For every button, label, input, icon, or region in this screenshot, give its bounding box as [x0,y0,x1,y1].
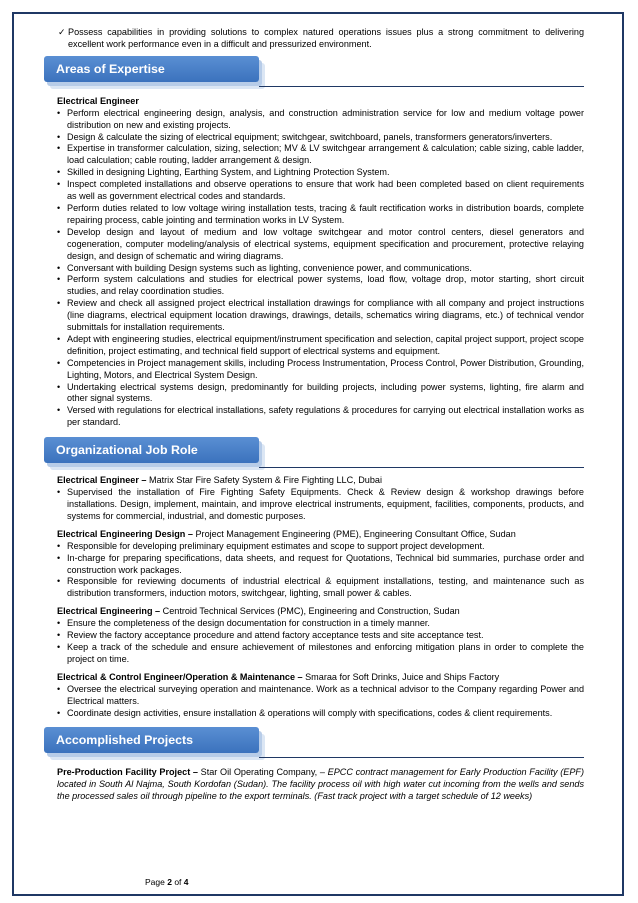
bullet-icon: • [57,641,61,652]
job-role: Electrical & Control Engineer/Operation & Maintenance – [57,671,303,682]
list-item-text: Review the factory acceptance procedure and attend factory acceptance tests and site acceptance test. [67,630,484,641]
job-employer: Centroid Technical Services (PMC), Engineering and Construction, Sudan [160,606,460,617]
expertise-subhead: Electrical Engineer [57,95,139,106]
section-title: Accomplished Projects [44,727,259,753]
list-item [57,108,584,132]
bullet-icon: • [57,630,61,641]
list-item [57,167,584,179]
list-item-text: Perform duties related to low voltage wiring installation tests, tracing & fault rectification works in distribution boards, complete repairing process, cable jointing and termination works in LV System. [67,202,584,225]
bullet-icon: • [57,707,61,718]
list-item [57,576,584,600]
section-rule [259,757,584,758]
list-item-text: Inspect completed installations and observe operations to ensure that work had been completed based on client requirements as well as government electrical codes and standards. [67,179,584,202]
list-item-text: Responsible for developing preliminary equipment estimates and scope to support project development. [67,540,485,551]
bullet-icon: • [57,262,61,273]
list-item [57,298,584,334]
list-item [57,179,584,203]
job-list [57,475,584,719]
page-current: 2 [167,877,172,887]
expertise-list [57,108,584,429]
bullet-icon: • [57,487,61,498]
top-check-text: Possess capabilities in providing solutions to complex natured operations issues plus a strong commitment to delivering excellent work performance even in a difficult and pressurized environment. [68,27,584,49]
list-item [57,487,584,523]
section-rule [259,467,584,468]
job-title [57,672,584,684]
project-description: EPCC contract management for Early Production Facility (EPF) located in South Al Najma, South Kordofan (Sudan). The facility process oil with high water cut incoming from the wells and sends the processed sales oil through pipeline to the export terminals. (Fast track project with a target schedule of 12 weeks) [57,767,584,802]
job-role: Electrical Engineering – [57,606,161,617]
job-employer: Project Management Engineering (PME), Engineering Consultant Office, Sudan [192,528,516,539]
section-header-expertise [44,56,584,88]
list-item [57,274,584,298]
job-title [57,475,584,487]
list-item-text: Skilled in designing Lighting, Earthing System, and Lightning Protection System. [67,167,390,178]
bullet-icon: • [57,381,61,392]
bullet-icon: • [57,540,61,551]
bullet-icon: • [57,552,61,563]
bullet-icon: • [57,131,61,142]
page-middle: of [171,877,184,887]
list-item [57,334,584,358]
list-item [57,684,584,708]
bullet-icon: • [57,179,61,190]
list-item-text: Undertaking electrical systems design, predominantly for building projects, including power systems, lighting, fire alarm and other signal systems. [67,381,584,404]
bullet-icon: • [57,333,61,344]
bullet-icon: • [57,618,61,629]
job-duties [57,541,584,601]
bullet-icon: • [57,357,61,368]
section-header-projects [44,727,584,759]
job-title [57,606,584,618]
bullet-icon: • [57,202,61,213]
job-employer: Matrix Star Fire Safety System & Fire Fighting LLC, Dubai [146,475,382,486]
list-item-text: Oversee the electrical surveying operation and maintenance. Work as a technical advisor to the Company regarding Power and Electrical matters. [67,683,584,706]
list-item-text: Supervised the installation of Fire Fighting Safety Equipments. Check & Review design & workshop drawings before installations. Design, implement, maintain, and improve electrical instruments, equipment, facilities, components, products, and systems for commercial, industrial, and domestic purposes. [67,487,584,521]
list-item-text: Versed with regulations for electrical installations, safety regulations & procedures for carrying out electrical installation works as per standard. [67,405,584,428]
list-item-text: Adept with engineering studies, electrical equipment/instrument specification and selection, capital project support, project scope definition, project estimating, and technical field support of electrical systems and equipment. [67,333,584,356]
job-employer: Smaraa for Soft Drinks, Juice and Ships Factory [302,671,500,682]
project-entry [57,767,584,803]
job-duties [57,618,584,666]
list-item-text: In-charge for preparing specifications, data sheets, and request for Quotations, Technical bid summaries, purchase order and construction work packages. [67,552,584,575]
bullet-icon: • [57,405,61,416]
job-entry [57,606,584,666]
bullet-icon: • [57,167,61,178]
job-entry [57,475,584,523]
checkmark-icon: ✓ [58,27,66,37]
bullet-icon: • [57,274,61,285]
list-item-text: Perform electrical engineering design, analysis, and construction administration service for low and medium voltage power distribution on new and existing projects. [67,107,584,130]
job-entry [57,672,584,720]
bullet-icon: • [57,143,61,154]
list-item [57,553,584,577]
list-item [57,405,584,429]
job-role: Electrical Engineer – [57,475,147,486]
project-company: Star Oil Operating Company, – [197,767,328,778]
bullet-icon: • [57,226,61,237]
job-entry [57,529,584,600]
page-prefix: Page [145,877,168,887]
list-item [57,382,584,406]
list-item [57,203,584,227]
section-title: Areas of Expertise [44,56,259,82]
list-item-text: Design & calculate the sizing of electrical equipment; switchgear, switchboard, panels, transformers generators/inverters. [67,131,553,142]
job-duties [57,684,584,720]
list-item [57,143,584,167]
list-item [57,358,584,382]
list-item [57,132,584,144]
bullet-icon: • [57,107,61,118]
bullet-icon: • [57,298,61,309]
job-title [57,529,584,541]
job-role: Electrical Engineering Design – [57,528,193,539]
list-item-text: Expertise in transformer calculation, sizing, selection; MV & LV switchgear arrangement & calculation; cable sizing, cable ladder, load calculation; cable routing, ladder arrangement & design. [67,143,584,166]
project-name: Pre-Production Facility Project – [57,767,198,778]
bullet-icon: • [57,576,61,587]
top-check-item [57,27,584,51]
page-total: 4 [183,877,189,887]
list-item-text: Competencies in Project management skills, including Process Instrumentation, Process Control, Power Distribution, Grounding, Lighting, Motors, and Electrical System Design. [67,357,584,380]
list-item [57,541,584,553]
list-item-text: Develop design and layout of medium and low voltage switchgear and motor control centers, diesel generators and cogeneration, computer modeling/analysis of electrical systems, equipment specification and procurement, protective relaying design, and design of schematic and wiring diagrams. [67,226,584,261]
section-title: Organizational Job Role [44,437,259,463]
job-duties [57,487,584,523]
resume-page [57,27,584,803]
bullet-icon: • [57,683,61,694]
list-item [57,642,584,666]
section-header-jobrole [44,437,584,469]
list-item [57,227,584,263]
list-item-text: Ensure the completeness of the design documentation for construction in a timely manner. [67,618,430,629]
list-item-text: Coordinate design activities, ensure installation & operations will comply with specifications, codes & client requirements. [67,707,553,718]
list-item-text: Perform system calculations and studies for electrical power systems, load flow, voltage drop, motor starting, short circuit studies, and relay coordination studies. [67,274,584,297]
list-item [57,630,584,642]
list-item [57,263,584,275]
list-item [57,618,584,630]
page-number [145,877,189,887]
section-rule [259,86,584,87]
list-item-text: Responsible for reviewing documents of industrial electrical & equipment installations, testing, and maintenance such as distribution transformers, induction motors, switchgear, lighting, small power & cables. [67,576,584,599]
list-item-text: Review and check all assigned project electrical installation drawings for compliance with all company and project instructions (line diagrams, electrical equipment location drawings, drawings, details, schematics wiring diagrams, etc.) of technical vendor submittals for installation requirements. [67,298,584,333]
list-item-text: Keep a track of the schedule and ensure achievement of milestones and enforcing mitigation plans in order to complete the project on time. [67,641,584,664]
list-item-text: Conversant with building Design systems such as lighting, convenience power, and communications. [67,262,472,273]
list-item [57,708,584,720]
